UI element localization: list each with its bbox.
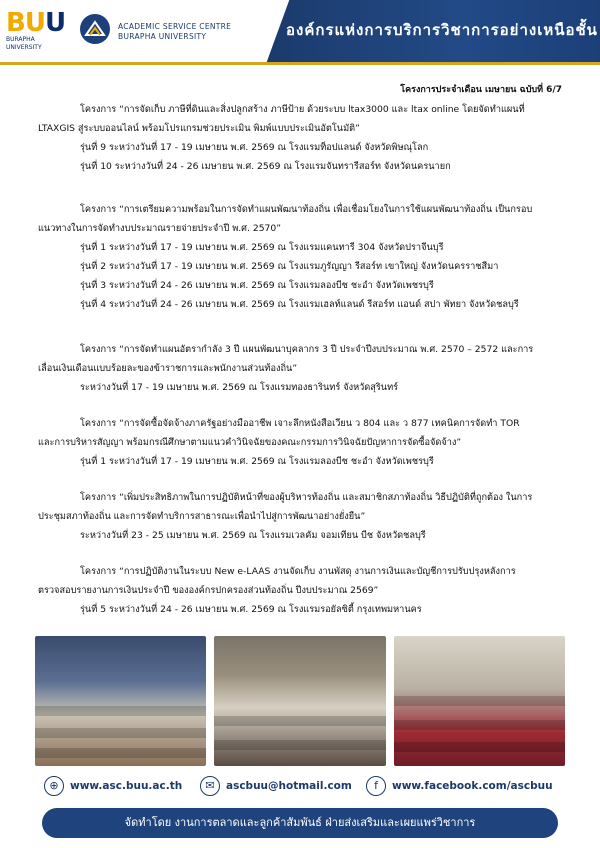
email-link[interactable]: ascbuu@hotmail.com	[226, 780, 352, 792]
header-slogan: องค์กรแห่งการบริการวิชาการอย่างเหนือชั้น	[286, 21, 598, 39]
training-photo-3	[394, 636, 565, 766]
project-2: โครงการ “การเตรียมความพร้อมในการจัดทำแผนพัฒนาท้องถิ่น เพื่อเชื่อมโยงในการใช้แผนพัฒนาท้องถิ่น เป็นกรอบ แนวทางในการจัดทำงบประมาณรายจ่ายประจำปี พ.ศ. 2570” รุ่นที่ 1 ระหว่างวันที่ 17 - 19 เมษายน พ.ศ. 2569 ณ โรงแรมแคนทารี 304 จังหวัดปราจีนบุรี รุ่นที่ 2 ระหว่างวันที่ 17 - 19 เมษายน พ.ศ. 2569 ณ โรงแรมภูรัญญา รีสอร์ท เขาใหญ่ จังหวัดนครราชสีมา รุ่นที่ 3 ระหว่างวันที่ 24 - 26 เมษายน พ.ศ. 2569 ณ โรงแรมลองบีช ชะอำ จังหวัดเพชรบุรี รุ่นที่ 4 ระหว่างวันที่ 24 - 26 เมษายน พ.ศ. 2569 ณ โรงแรมเฮลท์แลนด์ รีสอร์ท แอนด์ สปา พัทยา จังหวัดชลบุรี	[38, 204, 533, 310]
training-photo-1	[35, 636, 206, 766]
project-4: โครงการ “การจัดซื้อจัดจ้างภาครัฐอย่างมืออาชีพ เจาะลึกหนังสือเวียน ว 804 และ ว 877 เทคนิคการจัดทำ TOR และการบริหารสัญญา พร้อมกรณีศึกษาตามแนวคำวินิจฉัยของคณะกรรมการวินิจฉัยปัญหาการจัดซื้อจัดจ้าง” รุ่นที่ 1 ระหว่างวันที่ 17 - 19 เมษายน พ.ศ. 2569 ณ โรงแรมลองบีช ชะอำ จังหวัดเพชรบุรี	[38, 418, 520, 467]
project-1: โครงการ “การจัดเก็บ ภาษีที่ดินและสิ่งปลูกสร้าง ภาษีป้าย ด้วยระบบ ltax3000 และ ltax online โดยจัดทำแผนที่ LTAXGIS สู่ระบบออนไลน์ พร้อมโปรแกรมช่วยประเมิน พิมพ์แบบประเมินอัตโนมัติ” รุ่นที่ 9 ระหว่างวันที่ 17 - 19 เมษายน พ.ศ. 2569 ณ โรงแรมท็อปแลนด์ จังหวัดพิษณุโลก รุ่นที่ 10 ระหว่างวันที่ 24 - 26 เมษายน พ.ศ. 2569 ณ โรงแรมจันทรารีสอร์ท จังหวัดนครนายก	[38, 104, 525, 172]
footer-links	[0, 776, 600, 802]
org-name: ACADEMIC SERVICE CENTRE BURAPHA UNIVERSITY	[118, 22, 232, 41]
email-icon: ✉	[200, 776, 220, 796]
project-6: โครงการ “การปฏิบัติงานในระบบ New e-LAAS งานจัดเก็บ งานพัสดุ งานการเงินและบัญชีการปรับปรุงหลังการ ตรวจสอบรายงานการเงินประจำปี ขององค์กรปกครองส่วนท้องถิ่น ปีงบประมาณ 2569” รุ่นที่ 5 ระหว่างวันที่ 24 - 26 เมษายน พ.ศ. 2569 ณ โรงแรมรอยัลซิตี้ กรุงเทพมหานคร	[38, 566, 516, 615]
edition-label: โครงการประจำเดือน เมษายน ฉบับที่ 6/7	[400, 85, 562, 95]
website-link[interactable]: www.asc.buu.ac.th	[70, 780, 183, 792]
buu-logo: BUU BURAPHA UNIVERSITY	[6, 10, 72, 54]
photo-gallery	[35, 636, 565, 766]
facebook-link[interactable]: www.facebook.com/ascbuu	[392, 780, 553, 792]
footer-credit: จัดทำโดย งานการตลาดและลูกค้าสัมพันธ์ ฝ่ายส่งเสริมและเผยแพร่วิชาการ	[42, 808, 558, 838]
header-banner	[258, 0, 600, 62]
facebook-icon: f	[366, 776, 386, 796]
asc-logo-icon	[80, 14, 110, 44]
header-logo-area	[0, 0, 258, 62]
logo-subtitle: BURAPHA UNIVERSITY	[6, 36, 42, 51]
page-header	[0, 0, 600, 62]
training-photo-2	[214, 636, 385, 766]
globe-icon: ⊕	[44, 776, 64, 796]
project-5: โครงการ “เพิ่มประสิทธิภาพในการปฏิบัติหน้าที่ของผู้บริหารท้องถิ่น และสมาชิกสภาท้องถิ่น วิธีปฏิบัติที่ถูกต้อง ในการ ประชุมสภาท้องถิ่น และการจัดทำบริการสาธารณะเพื่อนำไปสู่การพัฒนาอย่างยั่งยืน” ระหว่างวันที่ 23 - 25 เมษายน พ.ศ. 2569 ณ โรงแรมเวลคัม จอมเทียน บีช จังหวัดชลบุรี	[38, 492, 533, 541]
project-3: โครงการ “การจัดทำแผนอัตรากำลัง 3 ปี แผนพัฒนาบุคลากร 3 ปี ประจำปีงบประมาณ พ.ศ. 2570 – 2572 และการ เลื่อนเงินเดือนแบบร้อยละของข้าราชการและพนักงานส่วนท้องถิ่น” ระหว่างวันที่ 17 - 19 เมษายน พ.ศ. 2569 ณ โรงแรมทองธารินทร์ จังหวัดสุรินทร์	[38, 344, 534, 393]
header-divider	[0, 62, 600, 65]
